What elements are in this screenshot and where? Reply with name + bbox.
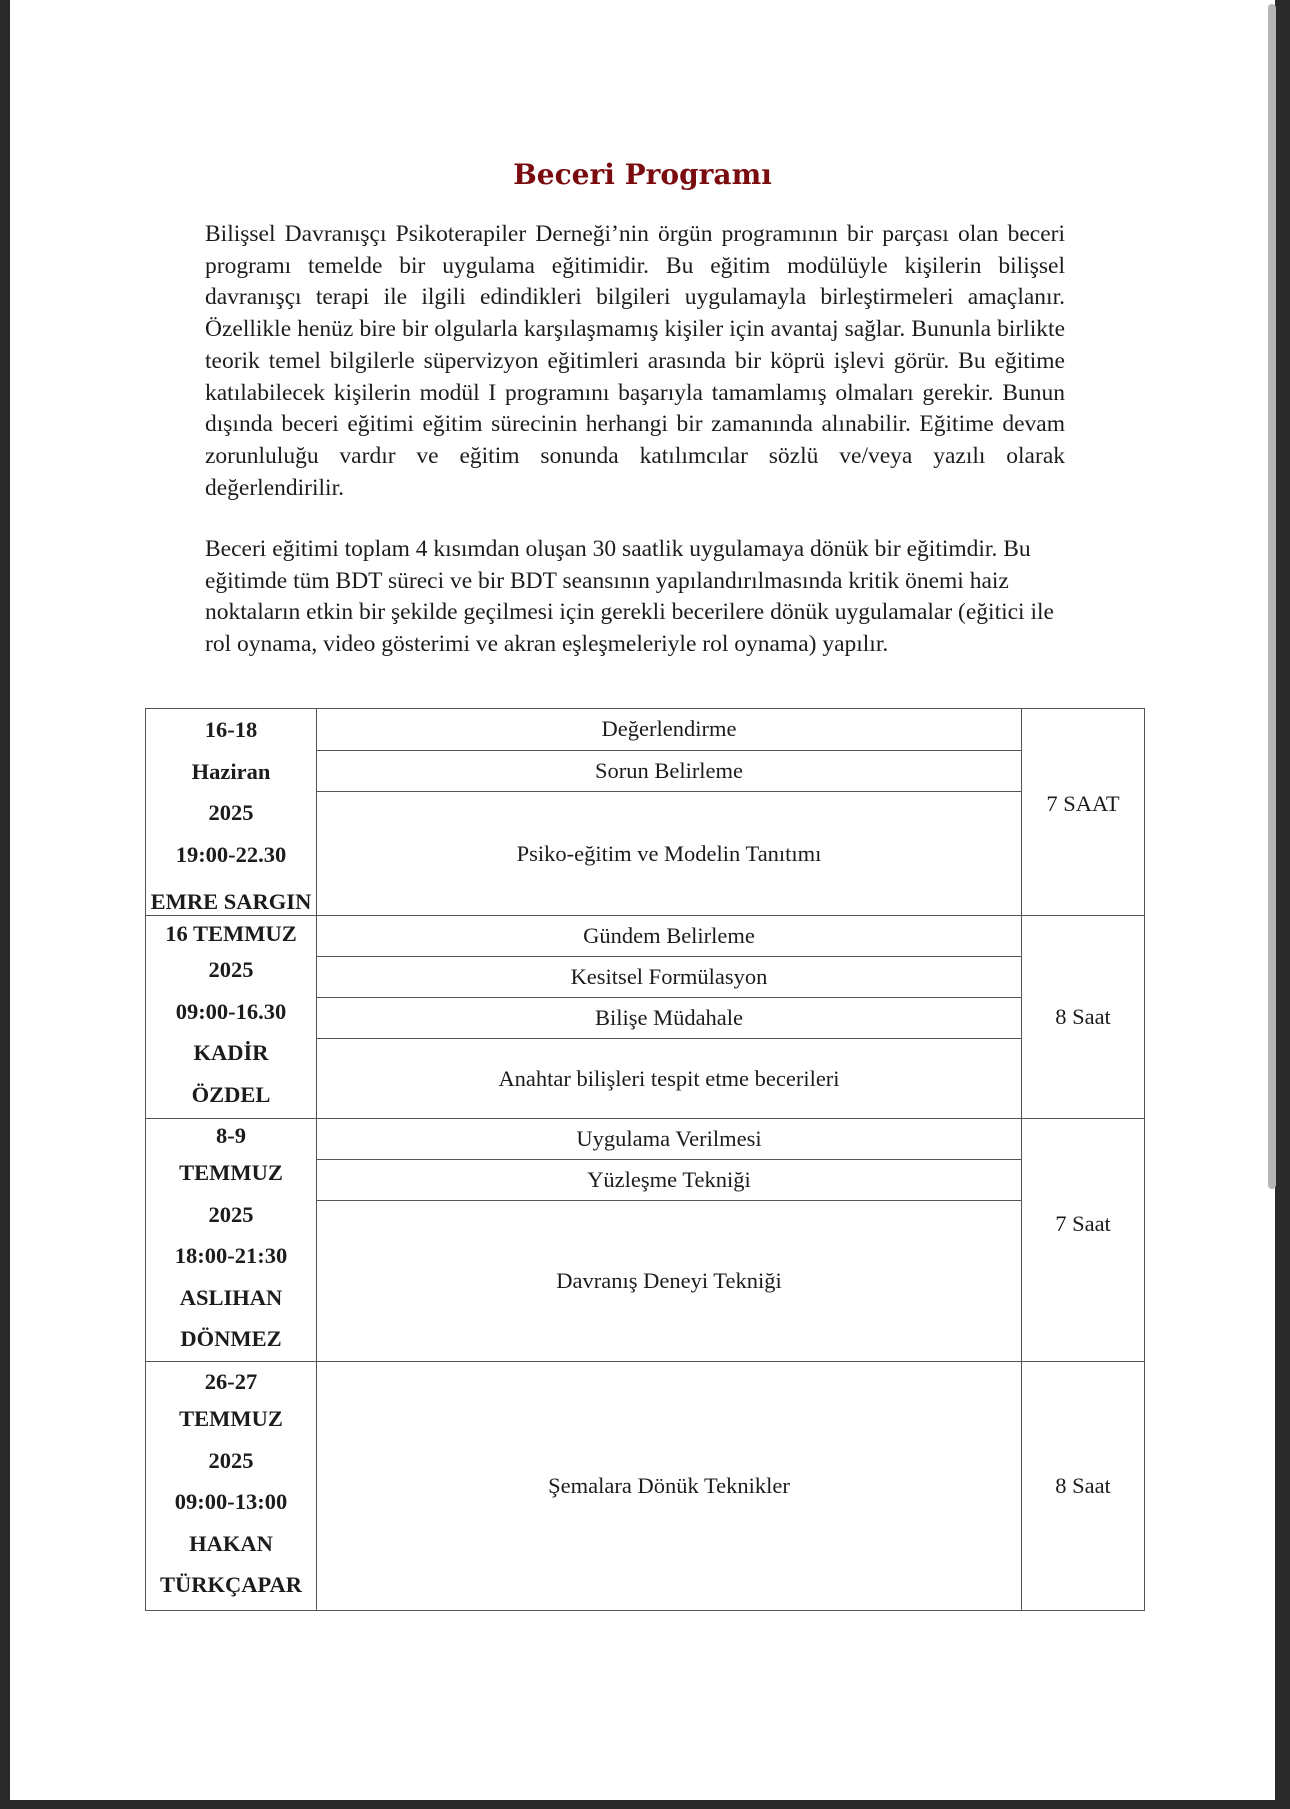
session-instructor: EMRE SARGIN [150, 889, 312, 914]
session-instructor-surname: TÜRKÇAPAR [159, 1572, 303, 1598]
document-page [10, 0, 1275, 1800]
intro-paragraph: Bilişsel Davranışçı Psikoterapiler Derneği’nin örgün programının bir parçası olan beceri programı temelde bir uygulama eğitimidir. Bu eğitim modülüyle kişilerin bilişsel davranışçı terapi ile ilgili edindikleri bilgileri uygulamayla birleştirmeleri amaçlanır. Özellikle henüz bire bir olgularla karşılaşmamış kişiler için avantaj sağlar. Bununla birlikte teorik temel bilgilerle süpervizyon eğitimleri arasında bir köprü işlevi görür. Bu eğitime katılabilecek kişilerin modül I programını başarıyla tamamlamış olmaları gerekir. Bunun dışında beceri eğitimi eğitim sürecinin herhangi bir zamanında alınabilir. Eğitime devam zorunluluğu vardır ve eğitim sonunda katılımcılar sözlü ve/veya yazılı olarak değerlendirilir. [205, 221, 1065, 501]
session-topic: Anahtar bilişleri tespit etme becerileri [317, 1039, 1022, 1119]
table-row [146, 916, 1145, 957]
session-hours: 8 Saat [1022, 1362, 1145, 1611]
session-topic: Yüzleşme Tekniği [317, 1160, 1022, 1201]
session-instructor: KADİR [193, 1040, 269, 1065]
session-topic: Sorun Belirleme [317, 750, 1022, 792]
session-month: TEMMUZ [179, 1406, 283, 1432]
session-hours: 7 SAAT [1022, 709, 1145, 916]
session-instructor: ASLIHAN [179, 1284, 283, 1310]
session-date: 8-9 [216, 1123, 246, 1149]
session-instructor: HAKAN [189, 1530, 273, 1556]
session-topic: Bilişe Müdahale [317, 998, 1022, 1039]
session-topic: Şemalara Dönük Teknikler [317, 1362, 1022, 1611]
table-row [146, 1119, 1145, 1160]
session-info [146, 916, 317, 1119]
session-info [146, 1119, 317, 1362]
session-year: 2025 [208, 957, 254, 982]
session-topic: Gündem Belirleme [317, 916, 1022, 957]
session-date: 16-18 [204, 717, 258, 742]
table-row [146, 1362, 1145, 1611]
schedule-table [145, 708, 1145, 1611]
session-hours: 8 Saat [1022, 916, 1145, 1119]
vertical-scrollbar[interactable] [1268, 4, 1276, 1189]
session-year: 2025 [208, 1447, 254, 1473]
session-hours: 7 Saat [1022, 1119, 1145, 1362]
session-date: 16 TEMMUZ [165, 921, 297, 946]
session-year: 2025 [208, 1201, 254, 1227]
session-topic: Kesitsel Formülasyon [317, 957, 1022, 998]
session-date: 26-27 [204, 1369, 258, 1395]
session-time: 18:00-21:30 [174, 1243, 288, 1269]
session-topic: Psiko-eğitim ve Modelin Tanıtımı [317, 792, 1022, 916]
session-year: 2025 [208, 800, 254, 825]
session-topic: Uygulama Verilmesi [317, 1119, 1022, 1160]
page-title: Beceri Programı [513, 158, 772, 191]
session-instructor-surname: DÖNMEZ [180, 1326, 282, 1352]
session-month: TEMMUZ [179, 1160, 283, 1186]
session-info [146, 1362, 317, 1611]
session-topic: Davranış Deneyi Tekniği [317, 1201, 1022, 1362]
description-paragraph: Beceri eğitimi toplam 4 kısımdan oluşan 30 saatlik uygulamaya dönük bir eğitimdir. Bu eğitimde tüm BDT süreci ve bir BDT seansının yapılandırılmasında kritik önemi haiz noktaların etkin bir şekilde geçilmesi için gerekli becerilere dönük uygulamalar (eğitici ile rol oynama, video gösterimi ve akran eşleşmeleriyle rol oynama) yapılır. [205, 536, 1054, 658]
session-time: 09:00-13:00 [174, 1489, 288, 1515]
session-topic: Değerlendirme [317, 709, 1022, 751]
table-row [146, 709, 1145, 751]
session-time: 09:00-16.30 [175, 998, 287, 1024]
session-info [146, 709, 317, 916]
session-instructor-surname: ÖZDEL [191, 1081, 271, 1107]
session-month: Haziran [191, 758, 271, 784]
session-time: 19:00-22.30 [175, 841, 287, 867]
